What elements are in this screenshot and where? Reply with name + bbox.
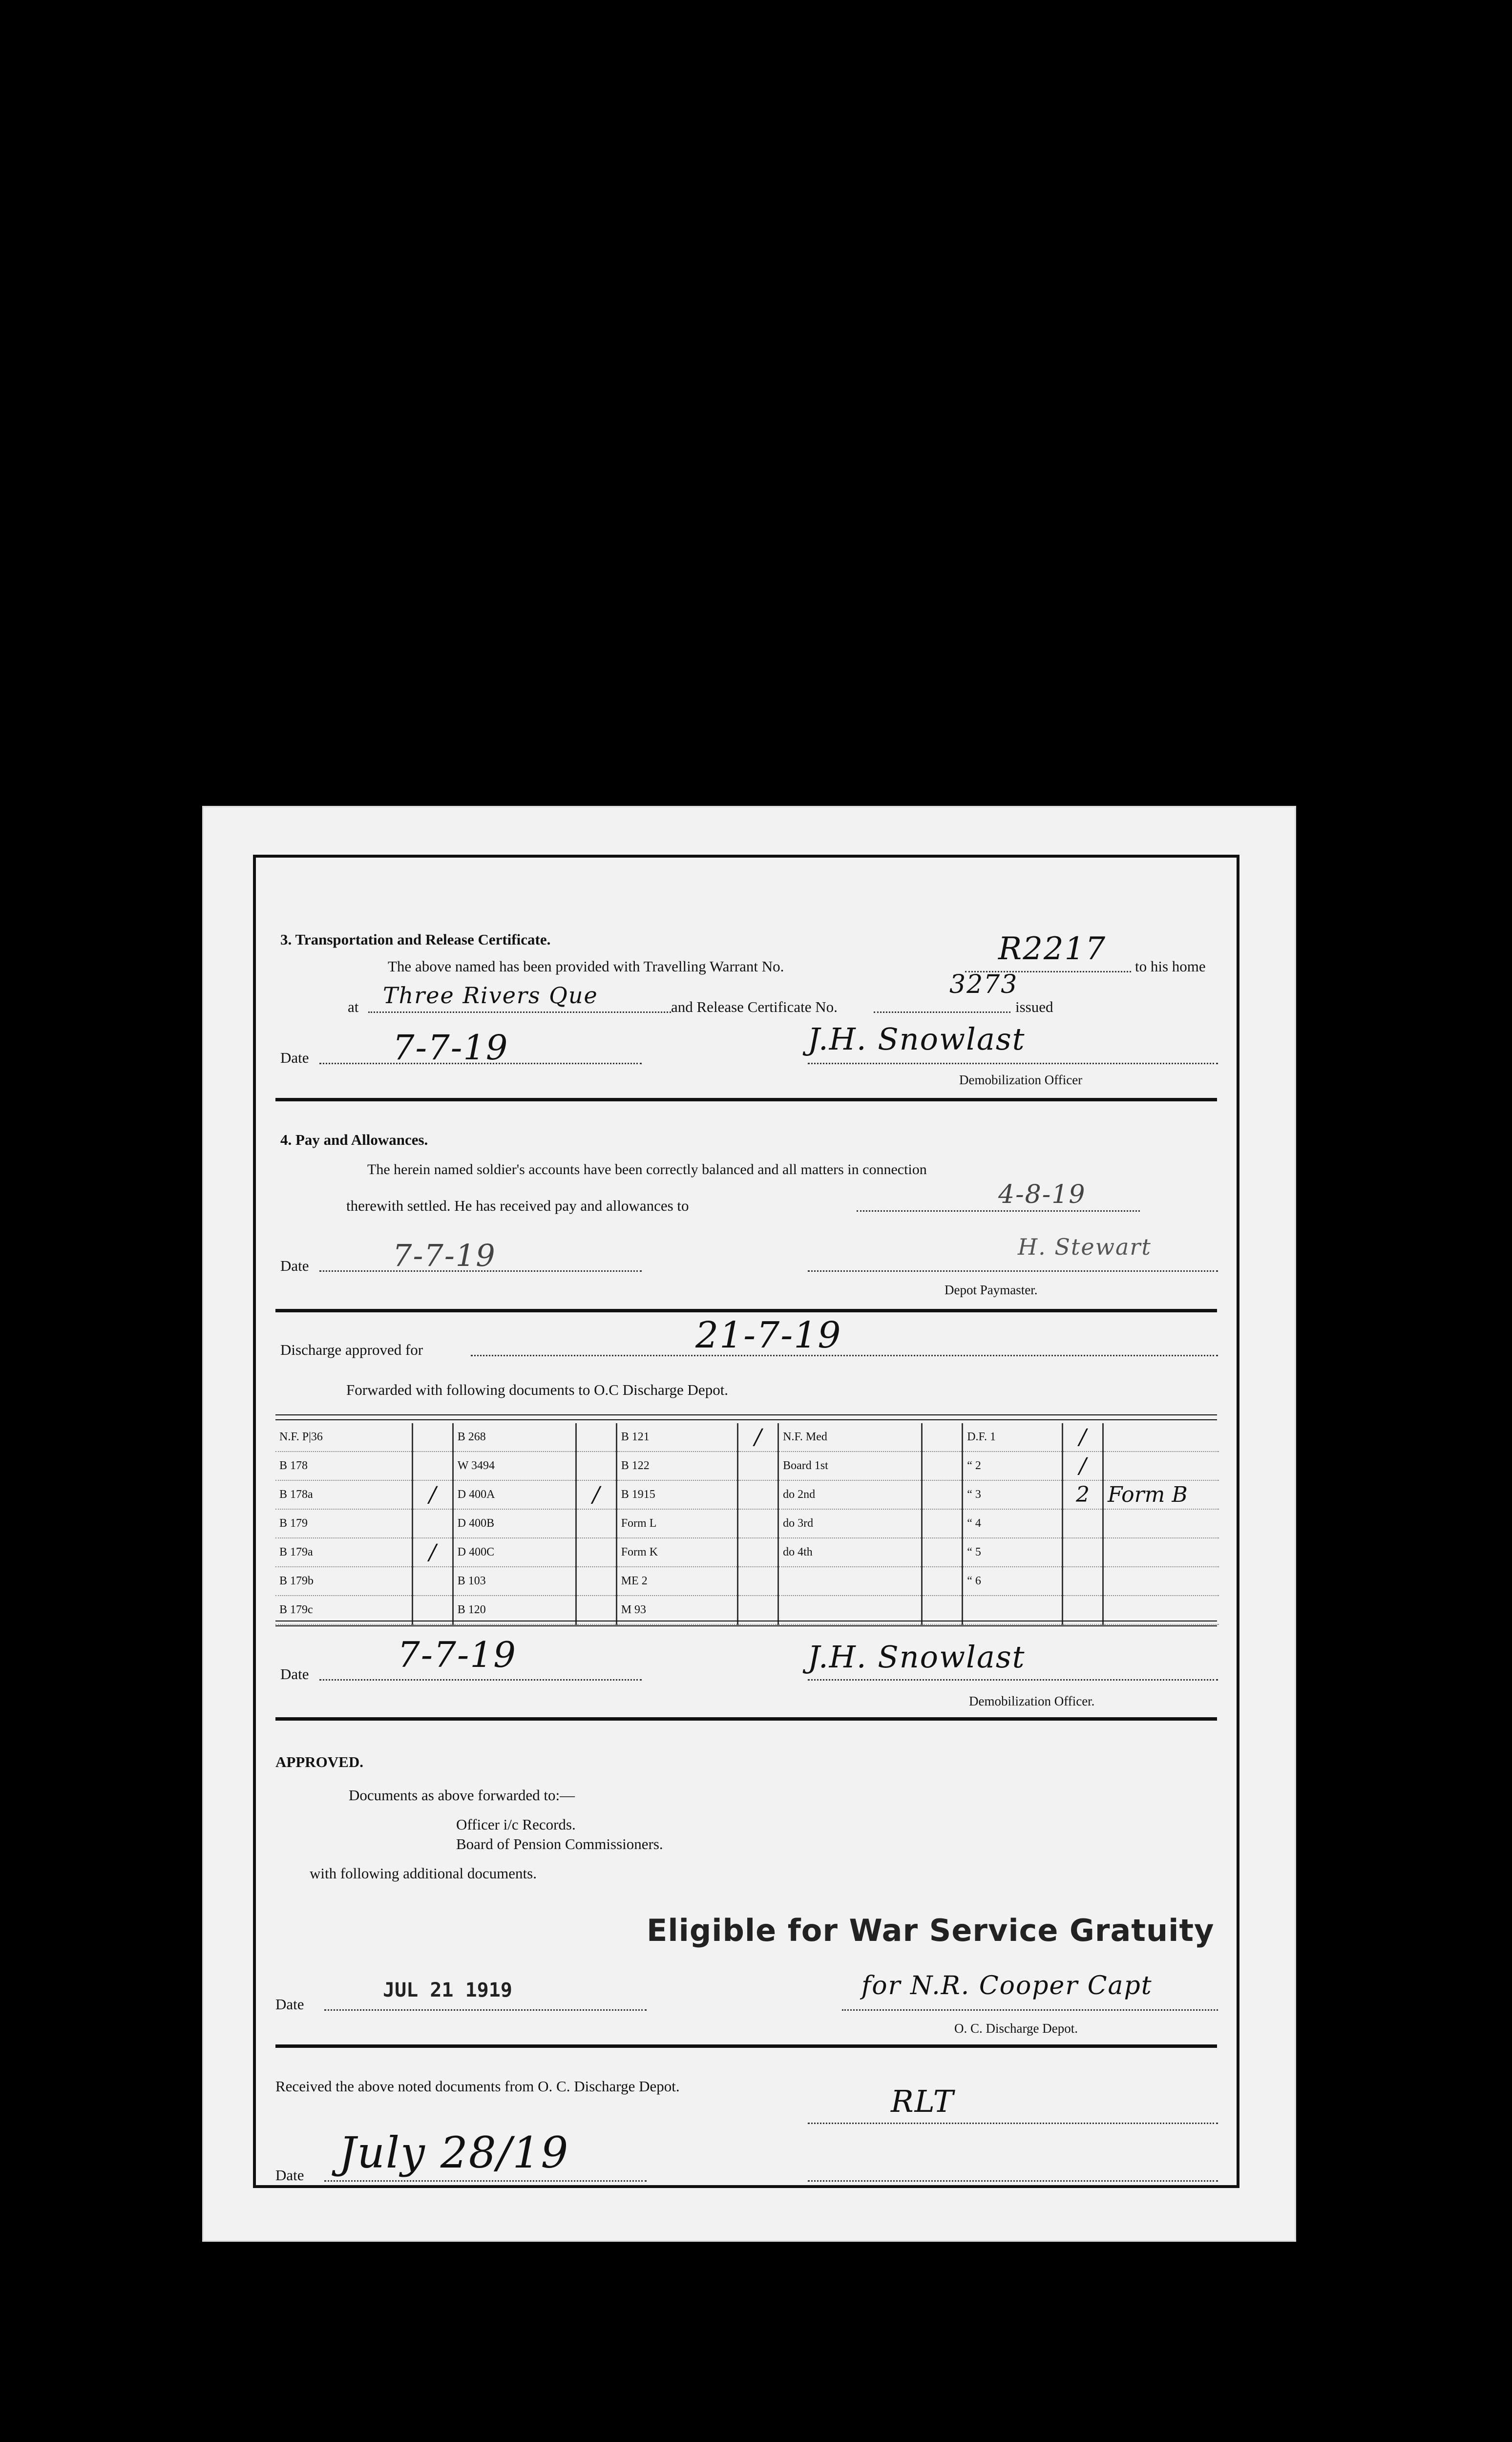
doc-cell: B 178a xyxy=(275,1480,412,1509)
doc-mark xyxy=(412,1423,453,1452)
approved-date-dots xyxy=(324,2009,647,2011)
doc-mark: / xyxy=(738,1423,778,1452)
discharge-approved-date: 21-7-19 xyxy=(695,1314,842,1356)
approved-date-label: Date xyxy=(275,1996,304,2013)
doc-mark xyxy=(922,1509,963,1538)
table-section-rule xyxy=(275,1717,1217,1721)
table-row xyxy=(275,1480,1219,1509)
doc-note xyxy=(1103,1567,1219,1596)
doc-cell: do 4th xyxy=(778,1538,922,1567)
doc-mark: / xyxy=(576,1480,616,1509)
form-border xyxy=(253,855,1239,2188)
doc-mark xyxy=(738,1567,778,1596)
paymaster-title: Depot Paymaster. xyxy=(945,1283,1038,1297)
doc-mark xyxy=(1063,1567,1103,1596)
doc-cell: “ 4 xyxy=(963,1509,1063,1538)
approved-line2: Officer i/c Records. xyxy=(456,1816,576,1833)
table-row xyxy=(275,1567,1219,1596)
doc-note xyxy=(1103,1423,1219,1452)
release-number: 3273 xyxy=(949,970,1018,999)
paid-to-dots xyxy=(857,1210,1140,1212)
table-bottom-rule-2 xyxy=(275,1625,1217,1626)
doc-cell: B 179a xyxy=(275,1538,412,1567)
received-line: Received the above noted documents from O. C. Discharge Depot. xyxy=(275,2078,680,2095)
doc-note xyxy=(1103,1538,1219,1567)
doc-note: Form B xyxy=(1103,1480,1219,1509)
table-sig-dots xyxy=(808,1679,1218,1681)
doc-cell xyxy=(778,1567,922,1596)
doc-cell: B 179 xyxy=(275,1509,412,1538)
doc-mark: / xyxy=(412,1480,453,1509)
approved-sig-dots xyxy=(842,2009,1218,2011)
section3-date-label: Date xyxy=(280,1049,309,1066)
at-label: at xyxy=(348,998,359,1015)
doc-cell: M 93 xyxy=(616,1596,737,1624)
table-row xyxy=(275,1509,1219,1538)
approved-rule xyxy=(275,2044,1217,2048)
doc-cell: D 400C xyxy=(453,1538,576,1567)
doc-cell: B 268 xyxy=(453,1423,576,1452)
doc-mark xyxy=(922,1567,963,1596)
table-officer-title: Demobilization Officer. xyxy=(969,1694,1095,1708)
received-date: July 28/19 xyxy=(339,2127,569,2178)
doc-mark: / xyxy=(1063,1452,1103,1480)
received-initials: RLT xyxy=(891,2084,955,2119)
release-certificate-label: and Release Certificate No. xyxy=(671,998,838,1015)
approved-signature: for N.R. Cooper Capt xyxy=(861,1971,1153,2000)
doc-mark xyxy=(922,1538,963,1567)
doc-mark xyxy=(412,1509,453,1538)
table-top-rule xyxy=(275,1414,1217,1415)
doc-cell: do 2nd xyxy=(778,1480,922,1509)
section4-line2: therewith settled. He has received pay and allowances to xyxy=(346,1197,689,1214)
doc-mark xyxy=(576,1538,616,1567)
home-dots xyxy=(368,1011,671,1013)
doc-cell: B 122 xyxy=(616,1452,737,1480)
table-signature: J.H. Snowlast xyxy=(808,1639,1026,1675)
doc-cell: “ 6 xyxy=(963,1567,1063,1596)
doc-mark xyxy=(922,1423,963,1452)
doc-cell: N.F. Med xyxy=(778,1423,922,1452)
doc-cell: N.F. P|36 xyxy=(275,1423,412,1452)
approved-stamp-date: JUL 21 1919 xyxy=(383,1979,512,2001)
doc-mark: 2 xyxy=(1063,1480,1103,1509)
doc-cell: “ 3 xyxy=(963,1480,1063,1509)
section3-date: 7-7-19 xyxy=(393,1028,509,1068)
forwarded-label: Forwarded with following documents to O.C Discharge Depot. xyxy=(346,1381,729,1398)
doc-cell: “ 2 xyxy=(963,1452,1063,1480)
section3-heading: 3. Transportation and Release Certificate. xyxy=(280,931,551,948)
section3-sig-dots xyxy=(808,1063,1218,1064)
doc-mark xyxy=(1063,1509,1103,1538)
issued-label: issued xyxy=(1015,998,1053,1015)
doc-mark xyxy=(922,1480,963,1509)
discharge-dots xyxy=(471,1355,1218,1356)
doc-mark xyxy=(576,1423,616,1452)
doc-mark xyxy=(738,1538,778,1567)
doc-mark xyxy=(738,1480,778,1509)
documents-table xyxy=(275,1423,1219,1625)
doc-mark xyxy=(576,1509,616,1538)
doc-cell: Board 1st xyxy=(778,1452,922,1480)
doc-cell: ME 2 xyxy=(616,1567,737,1596)
doc-cell: B 1915 xyxy=(616,1480,737,1509)
approved-line1: Documents as above forwarded to:— xyxy=(349,1787,575,1804)
doc-cell: B 178 xyxy=(275,1452,412,1480)
table-row xyxy=(275,1423,1219,1452)
doc-cell: B 120 xyxy=(453,1596,576,1624)
to-his-home-label: to his home xyxy=(1135,958,1206,975)
received-date-right-dots xyxy=(808,2180,1218,2182)
doc-mark xyxy=(922,1452,963,1480)
section4-line1: The herein named soldier's accounts have been correctly balanced and all matters in connection xyxy=(367,1161,927,1178)
doc-cell: Form L xyxy=(616,1509,737,1538)
section3-officer-title: Demobilization Officer xyxy=(959,1073,1083,1087)
received-sig-dots xyxy=(808,2123,1218,2124)
doc-cell: do 3rd xyxy=(778,1509,922,1538)
approved-heading: APPROVED. xyxy=(275,1753,363,1770)
home-location: Three Rivers Que xyxy=(383,982,598,1009)
doc-cell: D 400B xyxy=(453,1509,576,1538)
warrant-line-label: The above named has been provided with Travelling Warrant No. xyxy=(388,958,784,975)
paid-to-date: 4-8-19 xyxy=(998,1180,1086,1209)
warrant-number: R2217 xyxy=(998,931,1107,967)
table-row xyxy=(275,1538,1219,1567)
doc-cell: D 400A xyxy=(453,1480,576,1509)
doc-mark xyxy=(738,1452,778,1480)
doc-note xyxy=(1103,1509,1219,1538)
depot-title: O. C. Discharge Depot. xyxy=(954,2021,1078,2036)
doc-cell: B 103 xyxy=(453,1567,576,1596)
section3-signature: J.H. Snowlast xyxy=(808,1021,1026,1057)
approved-line3: Board of Pension Commissioners. xyxy=(456,1835,663,1853)
discharge-form-page xyxy=(202,806,1296,2242)
doc-mark xyxy=(412,1452,453,1480)
doc-cell: W 3494 xyxy=(453,1452,576,1480)
doc-cell: Form K xyxy=(616,1538,737,1567)
doc-note xyxy=(1103,1452,1219,1480)
table-date-label: Date xyxy=(280,1665,309,1683)
release-dots xyxy=(874,1011,1010,1013)
doc-mark xyxy=(738,1509,778,1538)
doc-mark: / xyxy=(412,1538,453,1567)
doc-mark: / xyxy=(1063,1423,1103,1452)
table-row xyxy=(275,1452,1219,1480)
received-date-dots xyxy=(324,2180,647,2182)
section4-sig-dots xyxy=(808,1270,1218,1272)
approved-line4: with following additional documents. xyxy=(310,1865,537,1882)
doc-cell: B 121 xyxy=(616,1423,737,1452)
doc-cell: D.F. 1 xyxy=(963,1423,1063,1452)
doc-mark xyxy=(412,1567,453,1596)
section4-date: 7-7-19 xyxy=(393,1238,496,1273)
section4-date-label: Date xyxy=(280,1257,309,1274)
table-date: 7-7-19 xyxy=(398,1634,517,1675)
doc-cell: B 179c xyxy=(275,1596,412,1624)
doc-mark xyxy=(576,1452,616,1480)
doc-mark xyxy=(1063,1538,1103,1567)
discharge-approved-label: Discharge approved for xyxy=(280,1341,423,1358)
section4-signature: H. Stewart xyxy=(1018,1234,1152,1260)
section4-rule xyxy=(275,1309,1217,1312)
doc-mark xyxy=(576,1567,616,1596)
doc-cell: B 179b xyxy=(275,1567,412,1596)
section4-heading: 4. Pay and Allowances. xyxy=(280,1131,428,1148)
doc-cell: “ 5 xyxy=(963,1538,1063,1567)
section3-rule xyxy=(275,1098,1217,1101)
table-top-rule-2 xyxy=(275,1419,1217,1420)
gratuity-stamp: Eligible for War Service Gratuity xyxy=(647,1913,1215,1948)
table-date-dots xyxy=(319,1679,642,1681)
received-date-label: Date xyxy=(275,2167,304,2184)
